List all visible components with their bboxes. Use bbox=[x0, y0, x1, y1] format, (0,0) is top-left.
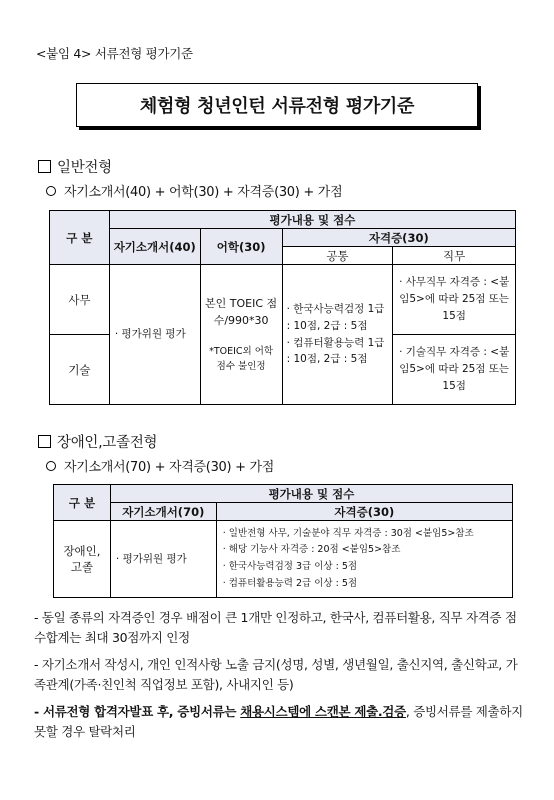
summary-text: 자기소개서(70) + 자격증(30) + 가점 bbox=[64, 460, 275, 475]
job-value-office: · 사무직무 자격증 : <붙임5>에 따라 25점 또는 15점 bbox=[393, 265, 516, 335]
section-heading: 장애인,고졸전형 bbox=[57, 435, 158, 451]
lang-value-1: 본인 TOEIC 점수/990*30 bbox=[205, 296, 278, 328]
section-heading: 일반전형 bbox=[57, 160, 112, 176]
header-lang: 어학(30) bbox=[200, 229, 282, 265]
header-intro: 자기소개서(40) bbox=[109, 229, 200, 265]
general-summary bbox=[46, 181, 342, 200]
header-intro: 자기소개서(70) bbox=[110, 503, 216, 521]
cert-line: · 한국사능력검정 3급 이상 : 5점 bbox=[222, 561, 358, 572]
note-3-bold: 채용시스템에 스캔본 제출.검증 bbox=[240, 704, 406, 719]
summary-text: 자기소개서(40) + 어학(30) + 자격증(30) + 가점 bbox=[64, 185, 343, 200]
cert-line: · 해당 기능사 자격증 : 20점 <붙임5>참조 bbox=[222, 544, 401, 556]
header-eval: 평가내용 및 점수 bbox=[110, 485, 512, 503]
circle-bullet-icon bbox=[46, 186, 56, 196]
circle-bullet-icon bbox=[46, 461, 56, 471]
checkbox-icon bbox=[38, 160, 51, 173]
header-cert: 자격증(30) bbox=[216, 503, 512, 521]
page-title: 체험형 청년인턴 서류전형 평가기준 bbox=[76, 83, 478, 127]
lang-value-2: *TOEIC외 어학 점수 불인정 bbox=[209, 345, 274, 373]
row-tech: 기술 bbox=[50, 335, 110, 405]
disabled-table bbox=[53, 484, 513, 598]
intro-value: · 평가위원 평가 bbox=[110, 521, 216, 598]
note-3 bbox=[34, 702, 524, 742]
header-common: 공통 bbox=[282, 247, 393, 265]
row-office: 사무 bbox=[50, 265, 110, 335]
job-value-tech: · 기술직무 자격증 : <붙임5>에 따라 25점 또는 15점 bbox=[393, 335, 516, 405]
note-2: - 자기소개서 작성시, 개인 인적사항 노출 금지(성명, 성별, 생년월일, 출신지역, 출신학교, 가족관계(가족·친인척 직업정보 포함), 사내지인 등) bbox=[34, 657, 518, 692]
section-disabled bbox=[38, 431, 157, 452]
common-value bbox=[282, 265, 393, 405]
note-1: - 동일 종류의 자격증인 경우 배점이 큰 1개만 인정하고, 한국사, 컴퓨터활용, 직무 자격증 점수합계는 최대 30점까지 인정 bbox=[34, 610, 517, 645]
general-table bbox=[49, 210, 516, 405]
section-general bbox=[38, 156, 112, 177]
header-eval: 평가내용 및 점수 bbox=[109, 211, 515, 229]
cert-line: · 일반전형 사무, 기술분야 직무 자격증 : 30점 <붙임5>참조 bbox=[222, 527, 474, 539]
note-3-part1: - 서류전형 합격자발표 후, 증빙서류는 bbox=[34, 704, 241, 719]
lang-value bbox=[200, 265, 282, 405]
common-value-2: · 컴퓨터활용능력 1급 : 10점, 2급 : 5점 bbox=[286, 336, 385, 366]
row-disabled: 장애인, 고졸 bbox=[54, 521, 111, 598]
common-value-1: · 한국사능력검정 1급 : 10점, 2급 : 5점 bbox=[286, 302, 385, 332]
cert-value bbox=[216, 521, 512, 598]
header-gubun: 구 분 bbox=[50, 211, 110, 265]
header-job: 직무 bbox=[393, 247, 516, 265]
disabled-summary bbox=[46, 456, 274, 475]
attachment-label: <붙임 4> 서류전형 평가기준 bbox=[36, 46, 193, 61]
checkbox-icon bbox=[38, 435, 51, 448]
note-3-part2: , 증빙서류를 제출하지 못할 경우 탈락처리 bbox=[34, 704, 523, 739]
header-gubun: 구 분 bbox=[54, 485, 111, 521]
cert-line: · 컴퓨터활용능력 2급 이상 : 5점 bbox=[222, 577, 358, 589]
header-cert: 자격증(30) bbox=[282, 229, 515, 247]
intro-value: · 평가위원 평가 bbox=[109, 265, 200, 405]
